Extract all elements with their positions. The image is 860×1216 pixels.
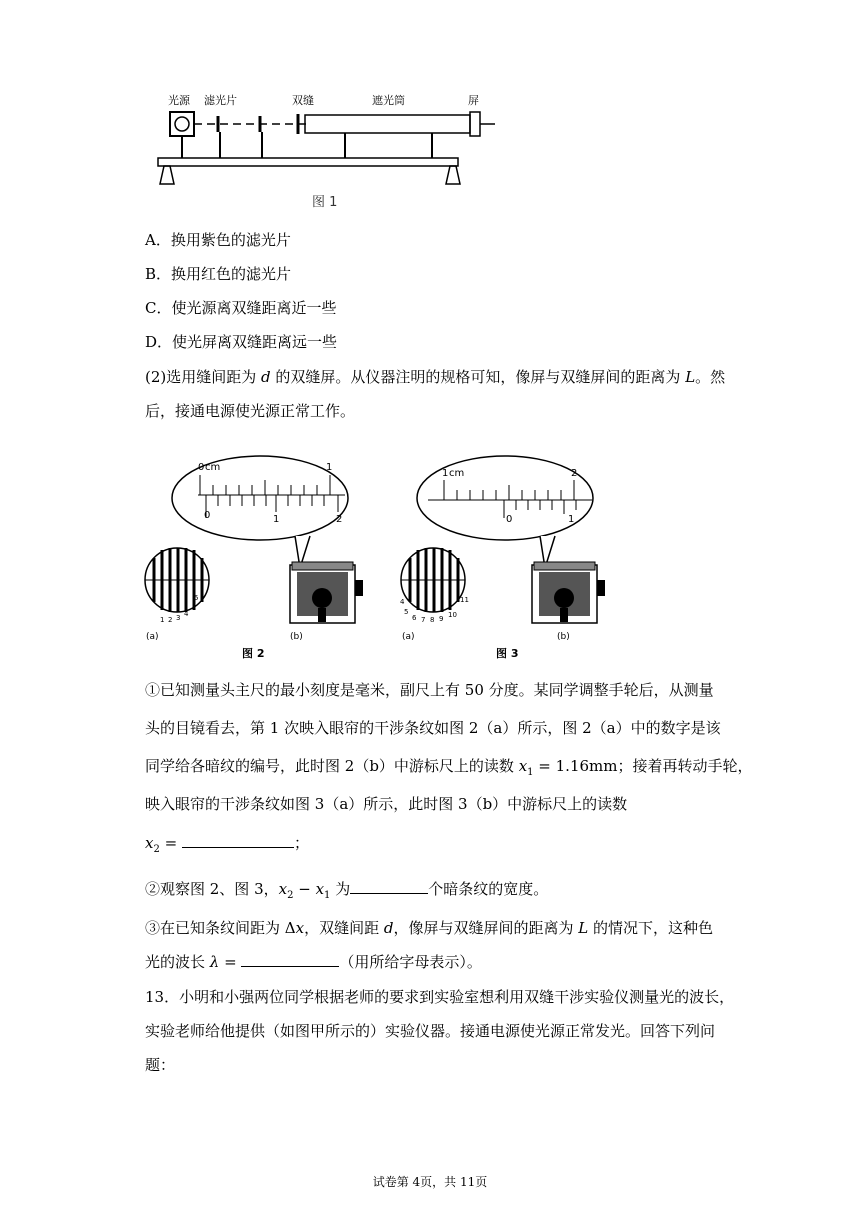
fig1-label-double-slit: 双缝 xyxy=(292,94,314,107)
fig3-fringe-number-8: 8 xyxy=(430,616,435,624)
q2-var-x1-sub: 1 xyxy=(324,890,331,901)
fig3-fringe-number-10: 10 xyxy=(448,611,457,619)
fig1-label-tube: 遮光筒 xyxy=(372,94,405,107)
fig3-scale-bottom-0: 0 xyxy=(506,514,513,525)
fringe-count-blank[interactable] xyxy=(350,879,428,894)
q1-line1: ①已知测量头主尺的最小刻度是毫米，副尺上有 50 分度。某同学调整手轮后，从测量 xyxy=(145,681,714,699)
light-shield-tube xyxy=(305,115,470,133)
part2-line1 xyxy=(145,366,725,388)
fig3-fringe-number-5: 5 xyxy=(404,608,409,616)
fig2-scale-top-cm: cm xyxy=(205,462,221,473)
fig2-sub-b: (b) xyxy=(290,632,303,642)
var-lambda: λ xyxy=(209,953,220,971)
fig1-label-light-source: 光源 xyxy=(168,94,190,107)
fig2-fringe-number-3: 3 xyxy=(176,614,181,622)
q2-minus: − xyxy=(293,880,316,898)
q1-line5 xyxy=(145,832,309,861)
part2-text-a: (2)选用缝间距为 xyxy=(145,368,262,386)
var-L: L xyxy=(685,368,696,386)
x2-answer-blank[interactable] xyxy=(182,833,294,848)
fig2-scale-bottom-1: 1 xyxy=(273,514,280,525)
q2-var-x2-sub: 2 xyxy=(287,890,294,901)
figures-2-3 xyxy=(140,450,620,665)
q1-line3 xyxy=(145,755,753,784)
var-d: d xyxy=(261,368,271,386)
fig2-fringe-number-2: 2 xyxy=(168,616,173,624)
q3-line2-text: 光的波长 xyxy=(145,953,210,971)
option-a: A．换用紫色的滤光片 xyxy=(145,231,291,249)
q3-text-b: ，双缝间距 xyxy=(304,919,384,937)
q3-line2 xyxy=(145,951,482,973)
q2-var-x2: x xyxy=(278,880,288,898)
q1-line2: 头的目镜看去，第 1 次映入眼帘的干涉条纹如图 2（a）所示，图 2（a）中的数字是该 xyxy=(145,719,721,737)
fig2-scale-top-1: 1 xyxy=(326,462,333,473)
q3-line2-tail: （用所给字母表示）。 xyxy=(339,953,482,971)
fig2-fringe-number-5: 5 xyxy=(194,594,199,602)
fig2-fringe-pattern xyxy=(145,548,209,612)
fig1-label-filter: 滤光片 xyxy=(204,94,237,107)
var-x2-sub: 2 xyxy=(153,844,160,855)
option-c: C．使光源离双缝距离近一些 xyxy=(145,299,337,317)
part2-line2: 后，接通电源使光源正常工作。 xyxy=(145,402,356,420)
part2-text-c: 。然 xyxy=(695,368,726,386)
wavelength-answer-blank[interactable] xyxy=(241,952,339,967)
x1-value: = 1.16mm xyxy=(533,757,618,775)
q3-var-x: x xyxy=(295,919,305,937)
fig3-fringe-number-4: 4 xyxy=(400,598,405,606)
fig2-sub-a: (a) xyxy=(146,632,159,642)
q3-var-L: L xyxy=(578,919,589,937)
fig3-fringe-number-11: 11 xyxy=(460,596,469,604)
fig3-fringe-number-6: 6 xyxy=(412,614,417,622)
q3-var-d: d xyxy=(383,919,394,937)
fig2-caption: 图 2 xyxy=(242,647,265,660)
light-source-box xyxy=(170,112,194,136)
q2-text-c: 个暗条纹的宽度。 xyxy=(428,880,549,898)
q13-line2: 实验老师给他提供（如图甲所示的）实验仪器。接通电源使光源正常发光。回答下列问 xyxy=(145,1022,716,1040)
fig3-sub-a: (a) xyxy=(402,632,415,642)
fig3-scale-top-2: 2 xyxy=(571,468,578,479)
q13-line3: 题： xyxy=(145,1056,176,1074)
q3-text-a: ③在已知条纹间距为 Δ xyxy=(145,919,296,937)
part2-text-b: 的双缝屏。从仪器注明的规格可知，像屏与双缝屏间的距离为 xyxy=(270,368,686,386)
var-x2: x xyxy=(145,834,154,852)
x2-equals: = xyxy=(159,834,182,852)
figure-1-apparatus xyxy=(150,88,510,213)
q3-text-e: 的情况下，这种色 xyxy=(588,919,713,937)
bulb-icon xyxy=(175,117,189,131)
fig3-measuring-head xyxy=(532,562,605,623)
optical-bench xyxy=(158,158,458,166)
fig1-label-screen: 屏 xyxy=(468,94,479,107)
fig3-scale-top-cm: cm xyxy=(449,468,465,479)
fig2-fringe-number-1: 1 xyxy=(160,616,165,624)
q1-line5-end: ； xyxy=(293,834,309,852)
var-x1-sub: 1 xyxy=(527,767,534,778)
fig2-scale-top-0: 0 xyxy=(198,462,205,473)
fig3-fringe-pattern xyxy=(401,548,465,612)
q2-text-b: 为 xyxy=(330,880,351,898)
fig1-caption: 图 1 xyxy=(312,195,338,210)
fig2-measuring-head xyxy=(290,562,363,623)
fig2-scale-bottom-0: 0 xyxy=(204,510,211,521)
fig2-fringe-number-4: 4 xyxy=(184,610,189,618)
fig3-scale-top-1: 1 xyxy=(442,468,449,479)
q1-line4: 映入眼帘的干涉条纹如图 3（a）所示，此时图 3（b）中游标尺上的读数 xyxy=(145,795,628,813)
fig3-fringe-number-7: 7 xyxy=(421,616,426,624)
lambda-equals: = xyxy=(219,953,242,971)
q1-line3-tail: ；接着再转动手轮， xyxy=(617,757,753,775)
fig3-fringe-number-9: 9 xyxy=(439,615,444,623)
q3-line1 xyxy=(145,917,713,939)
option-d: D．使光屏离双缝距离远一些 xyxy=(145,333,338,351)
option-b: B．换用红色的滤光片 xyxy=(145,265,292,283)
q13-line1: 13．小明和小强两位同学根据老师的要求到实验室想利用双缝干涉实验仪测量光的波长， xyxy=(145,988,735,1006)
q3-text-c: ，像屏与双缝屏间的距离为 xyxy=(393,919,579,937)
q2-var-x1: x xyxy=(315,880,325,898)
page-footer: 试卷第 4页，共 11页 xyxy=(372,1175,488,1189)
q2-text-a: ②观察图 2、图 3， xyxy=(145,880,279,898)
fig3-scale-bottom-1: 1 xyxy=(568,514,575,525)
fig3-caption: 图 3 xyxy=(496,647,519,660)
q2-line xyxy=(145,878,548,907)
var-x1: x xyxy=(518,757,528,775)
fig2-scale-bottom-2: 2 xyxy=(336,514,343,525)
fig3-sub-b: (b) xyxy=(557,632,570,642)
q1-line3-text: 同学给各暗纹的编号，此时图 2（b）中游标尺上的读数 xyxy=(145,757,519,775)
